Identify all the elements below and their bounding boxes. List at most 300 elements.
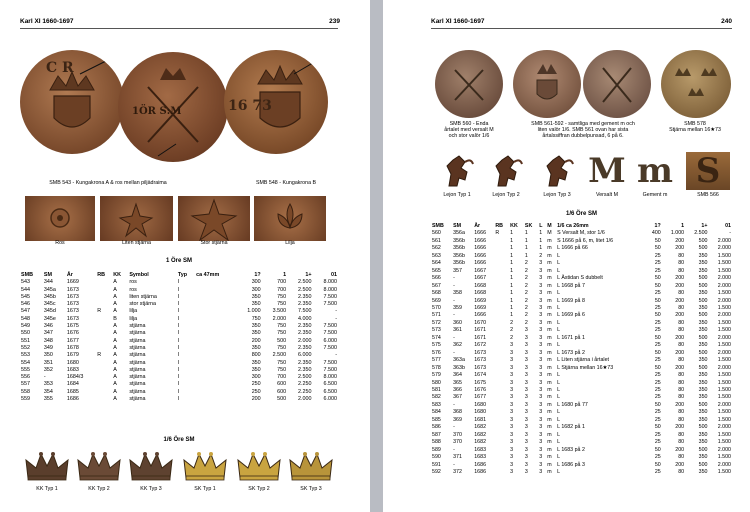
table-cell: stjärna	[129, 359, 146, 366]
crown-photo	[74, 448, 124, 484]
table-cell: 600	[277, 381, 287, 388]
table-cell: 1673	[474, 349, 487, 356]
table-cell: I	[177, 330, 180, 337]
table-cell: L Liten stjärna i årtalet	[557, 357, 610, 364]
table-cell: 3	[510, 349, 514, 356]
table-cell: 2	[524, 297, 528, 304]
table-cell: L	[557, 379, 561, 386]
table-cell: 600	[277, 388, 287, 395]
table-cell: 1	[510, 275, 514, 282]
table-cell: stjärna	[129, 366, 146, 373]
table-cell: 1681	[474, 416, 487, 423]
table-row	[20, 287, 338, 294]
table-cell: I	[177, 308, 180, 315]
coin-date-text: 16 73	[228, 98, 272, 114]
table-cell: 200	[675, 401, 685, 408]
running-header-left: Karl XI 1660-1697	[20, 18, 74, 25]
table-cell: 400	[651, 230, 661, 237]
column-header: SM	[43, 272, 53, 278]
table-cell: 3	[510, 401, 514, 408]
column-header: SM	[453, 223, 462, 229]
table-cell: lilja	[129, 315, 138, 322]
table-cell: A	[113, 323, 117, 330]
table-cell: 3	[524, 401, 528, 408]
table-cell: 2	[524, 260, 528, 267]
table-cell: 1668	[474, 290, 487, 297]
table-cell: L	[557, 372, 561, 379]
table-cell: 3	[539, 416, 543, 423]
table-cell: m	[547, 416, 552, 423]
table-cell: 1667	[474, 275, 487, 282]
crown-label: SK Typ 1	[194, 486, 216, 492]
table-cell	[195, 294, 236, 301]
table-cell: 500	[698, 245, 708, 252]
table-cell: m	[547, 394, 552, 401]
table-cell: 588	[432, 439, 441, 446]
table-cell: 500	[698, 446, 708, 453]
table-cell: 568	[432, 290, 441, 297]
table-cell: 3	[539, 267, 543, 274]
table-cell: 3	[510, 372, 514, 379]
table-cell	[195, 367, 236, 374]
table-cell: 50	[654, 364, 661, 371]
table-cell: 357	[453, 267, 462, 274]
table-cell: 3	[539, 312, 543, 319]
table-cell: 1673	[66, 301, 79, 308]
table-cell: 7.500	[323, 293, 337, 300]
table-cell	[96, 374, 112, 381]
table-cell: 80	[678, 468, 685, 475]
table-cell: 3	[524, 364, 528, 371]
table-cell: stjärna	[129, 352, 146, 359]
table-row	[20, 367, 338, 374]
table-cell: 1.500	[717, 431, 731, 438]
table-cell: 2	[524, 275, 528, 282]
table-row	[431, 469, 732, 476]
table-cell: m	[547, 275, 552, 282]
table-cell	[195, 381, 236, 388]
table-cell: 200	[675, 237, 685, 244]
column-header: SMB	[21, 272, 33, 278]
table-cell: 3	[524, 439, 528, 446]
table-row	[20, 316, 338, 323]
table-cell: ros	[129, 286, 137, 293]
table-cell: 25	[654, 394, 661, 401]
table-cell: stjärna	[129, 396, 146, 403]
table-cell: 3	[539, 439, 543, 446]
table-cell: 80	[678, 342, 685, 349]
table-cell: 500	[698, 334, 708, 341]
table-cell: 566	[432, 275, 441, 282]
table-cell: 1682	[474, 424, 487, 431]
table-cell	[494, 238, 509, 245]
table-cell: 2.500	[298, 279, 312, 286]
table-cell: 200	[251, 396, 261, 403]
lion-icon	[535, 152, 579, 190]
table-cell: 356b	[453, 245, 465, 252]
table-row	[20, 294, 338, 301]
table-cell: A	[113, 344, 117, 351]
table-cell: 585	[432, 416, 441, 423]
table-cell: 550	[21, 330, 30, 337]
table-cell: I	[177, 359, 180, 366]
column-header: 01	[725, 223, 731, 229]
type-label: Versalt M	[595, 192, 619, 198]
table-cell: L	[557, 416, 561, 423]
table-cell: 25	[654, 357, 661, 364]
coin-caption-548: SMB 548 - Kungakrona B	[255, 180, 317, 186]
table-cell: 6.500	[323, 388, 337, 395]
table-cell: 547	[21, 308, 30, 315]
table-cell: 750	[277, 301, 287, 308]
crossed-arrows-emblem	[583, 50, 651, 118]
table-cell: 200	[251, 337, 261, 344]
table-cell: L	[557, 409, 561, 416]
table-cell	[96, 301, 112, 308]
table-row	[431, 365, 732, 372]
table-cell: 3	[510, 357, 514, 364]
table-cell: 350	[251, 323, 261, 330]
small-star-icon	[100, 196, 173, 241]
table-row	[431, 312, 732, 319]
table-cell	[494, 290, 509, 297]
table-cell: 25	[654, 267, 661, 274]
table-cell: 800	[251, 352, 261, 359]
table-cell: 2	[524, 312, 528, 319]
table-cell: 2.250	[298, 381, 312, 388]
table-cell: 352	[43, 366, 53, 373]
table-cell: 549	[21, 323, 30, 330]
table-cell: 561	[432, 237, 441, 244]
table-cell: L 1669 på 6	[557, 312, 585, 319]
table-cell: 1.000	[670, 230, 685, 237]
table-cell: 1679	[66, 352, 79, 359]
table-cell: A	[113, 308, 117, 315]
table-cell: 1673	[66, 308, 79, 315]
table-cell: 2.000	[717, 282, 731, 289]
coin-photo-578	[661, 50, 731, 118]
table-cell	[494, 320, 509, 327]
table-cell: 6.000	[323, 337, 337, 344]
table-cell: 3	[539, 327, 543, 334]
table-cell: L 1682 på 1	[557, 424, 585, 431]
coin-photo-561-obverse	[513, 50, 581, 118]
table-cell: L	[557, 439, 561, 446]
table-cell: 1673	[474, 364, 487, 371]
table-cell: 2	[524, 319, 528, 326]
table-cell	[195, 316, 236, 323]
column-header: 01	[331, 272, 337, 278]
table-cell: 350	[698, 409, 708, 416]
table-cell: 700	[277, 374, 287, 381]
column-header: Typ	[177, 272, 188, 278]
table-cell: 1	[510, 312, 514, 319]
table-cell: 1677	[66, 337, 79, 344]
table-cell: 500	[698, 424, 708, 431]
table-cell: 50	[654, 446, 661, 453]
column-header: År	[474, 223, 481, 229]
table-cell: 200	[675, 312, 685, 319]
table-cell: 50	[654, 334, 661, 341]
table-cell: 1.500	[717, 454, 731, 461]
type-label: SMB 566	[697, 192, 719, 198]
coin-photo-crown-a	[20, 50, 124, 154]
table-cell	[494, 283, 509, 290]
table-row	[431, 283, 732, 290]
crown-photo	[126, 448, 176, 484]
table-cell: 1	[510, 252, 514, 259]
table-cell: 351	[43, 359, 53, 366]
table-cell: 1669	[474, 304, 487, 311]
table-cell: I	[177, 366, 180, 373]
table-cell: 1.500	[717, 372, 731, 379]
table-cell	[494, 409, 509, 416]
table-cell: -	[453, 424, 455, 431]
table-cell: 575	[432, 342, 441, 349]
table-cell: 6.000	[298, 352, 312, 359]
table-cell: I	[177, 337, 180, 344]
table-cell: stjärna	[129, 344, 146, 351]
table-cell: 3	[524, 431, 528, 438]
table-cell: 80	[678, 319, 685, 326]
table-cell: 1680	[474, 409, 487, 416]
table-cell: 570	[432, 304, 441, 311]
table-cell: 3	[539, 468, 543, 475]
table-cell: 3	[510, 416, 514, 423]
table-cell	[494, 298, 509, 305]
table-row	[431, 447, 732, 454]
table-cell: 500	[698, 401, 708, 408]
table-cell: I	[177, 396, 180, 403]
left-page	[0, 0, 370, 512]
table-cell: 1684/3	[66, 374, 84, 381]
symbol-photo-ros	[25, 196, 95, 241]
table-cell: -	[453, 282, 455, 289]
table-row	[431, 380, 732, 387]
table-cell: 363a	[453, 357, 465, 364]
column-header: RB	[97, 272, 105, 278]
table-cell: 1671	[474, 334, 487, 341]
table-cell: 546	[21, 301, 30, 308]
table-cell: 1.500	[717, 267, 731, 274]
table-cell: m	[547, 424, 552, 431]
table-cell: 1	[510, 297, 514, 304]
crossed-arrows-emblem	[118, 52, 228, 162]
table-cell: 200	[675, 424, 685, 431]
table-cell: 358	[453, 290, 462, 297]
table-cell: R	[97, 352, 102, 359]
table-cell: I	[177, 381, 180, 388]
table-cell: -	[43, 374, 46, 381]
table-cell	[195, 308, 236, 315]
table-cell: 3	[539, 342, 543, 349]
table-cell: 3	[510, 409, 514, 416]
table-cell: -	[453, 312, 455, 319]
large-star-icon	[178, 196, 250, 241]
table-cell: 348	[43, 337, 53, 344]
table-cell: 80	[678, 260, 685, 267]
letter-photo	[633, 152, 677, 190]
table-cell: 2.350	[298, 366, 312, 373]
table-cell: stjärna	[129, 323, 146, 330]
table-cell: 1666	[474, 230, 487, 237]
table-cell	[494, 372, 509, 379]
table-cell	[96, 396, 112, 403]
column-header: KK	[510, 223, 518, 229]
table-cell: 1683	[66, 366, 79, 373]
table-cell: 1668	[474, 282, 487, 289]
coin-caption-561-592: SMB 561-592 - samtliga med gement m och liten valör 1/6. SMB 561 ovan har sista årtalssiffran dubbelpunsad, 6 på 6.	[531, 121, 635, 140]
table-cell: 2.000	[717, 401, 731, 408]
table-cell: 2.350	[298, 330, 312, 337]
table-cell: 552	[21, 344, 30, 351]
table-cell: 500	[698, 275, 708, 282]
table-cell: 353	[43, 381, 53, 388]
table-cell: 1666	[474, 237, 487, 244]
table-cell: -	[453, 275, 455, 282]
table-cell	[494, 439, 509, 446]
table-cell: 3	[510, 379, 514, 386]
table-cell: 7.500	[323, 323, 337, 330]
table-cell: m	[547, 245, 552, 252]
symbol-label-small-star: Liten stjärna	[122, 240, 151, 246]
table-cell: 2	[524, 290, 528, 297]
table-cell: 80	[678, 454, 685, 461]
table-cell: 360	[453, 319, 462, 326]
table-cell: 1671	[474, 327, 487, 334]
table-cell: 3	[524, 372, 528, 379]
crown-photo	[234, 448, 284, 484]
table-cell: 571	[432, 312, 441, 319]
table-cell: 349	[43, 344, 53, 351]
crown-label: SK Typ 3	[300, 486, 322, 492]
table-cell: 25	[654, 252, 661, 259]
table-cell: -	[453, 401, 455, 408]
table-cell: 200	[675, 364, 685, 371]
table-cell: 3	[524, 424, 528, 431]
table-cell: 350	[698, 454, 708, 461]
table-cell	[494, 253, 509, 260]
table-cell	[494, 402, 509, 409]
table-cell: 1677	[474, 394, 487, 401]
table-cell: -	[453, 334, 455, 341]
table-cell	[494, 454, 509, 461]
table-cell: 574	[432, 334, 441, 341]
column-header: 1+	[701, 223, 708, 229]
table-cell: 1.500	[717, 468, 731, 475]
table-cell: 200	[675, 275, 685, 282]
table-cell: m	[547, 290, 552, 297]
coin-photo-crown-b	[224, 50, 328, 154]
table-cell: 1683	[474, 454, 487, 461]
table-cell: A	[113, 330, 117, 337]
column-header: 1	[681, 223, 685, 229]
table-cell: 2.000	[272, 315, 287, 322]
table-cell	[96, 323, 112, 330]
table-cell: 25	[654, 468, 661, 475]
table-cell: 589	[432, 446, 441, 453]
table-cell: 350	[251, 366, 261, 373]
table-cell: 361	[453, 327, 462, 334]
table-cell: 25	[654, 431, 661, 438]
table-cell: 1666	[474, 245, 487, 252]
crown-label: KK Typ 3	[140, 486, 162, 492]
table-cell: 2	[524, 267, 528, 274]
type-label: Lejon Typ 3	[543, 192, 571, 198]
table-cell: 3	[524, 357, 528, 364]
coin-photo-561-reverse	[583, 50, 651, 118]
table-row	[431, 424, 732, 431]
crowned-shield-emblem	[513, 50, 581, 118]
table-cell	[96, 279, 112, 286]
table-cell: stjärna	[129, 337, 146, 344]
table-cell: 3	[524, 454, 528, 461]
table-cell: 1	[524, 252, 528, 259]
table-cell: 200	[675, 461, 685, 468]
table-cell: 350	[698, 431, 708, 438]
table-cell: 591	[432, 461, 441, 468]
table-cell: 592	[432, 468, 441, 475]
table-cell: A	[113, 381, 117, 388]
table-cell: ros	[129, 279, 137, 286]
table-cell: 300	[251, 279, 261, 286]
table-cell: 3	[524, 409, 528, 416]
table-cell: 25	[654, 260, 661, 267]
table-cell: 50	[654, 297, 661, 304]
table-cell	[494, 394, 509, 401]
table-cell: m	[547, 260, 552, 267]
table-cell: L	[557, 454, 561, 461]
table-cell: 350	[698, 252, 708, 259]
table-cell	[494, 312, 509, 319]
table-cell: A	[113, 337, 117, 344]
table-cell: 572	[432, 319, 441, 326]
table-cell: I	[177, 388, 180, 395]
table-cell: 555	[21, 366, 30, 373]
table-row	[20, 330, 338, 337]
table-cell: 1.500	[717, 290, 731, 297]
crown-icon	[22, 448, 72, 484]
table-cell: 500	[698, 364, 708, 371]
table-cell: 345d	[43, 308, 56, 315]
table-cell: 80	[678, 386, 685, 393]
table-cell: 3	[510, 446, 514, 453]
table-cell: 2.000	[717, 275, 731, 282]
table-cell: 3	[524, 334, 528, 341]
table-cell: 587	[432, 431, 441, 438]
table-cell: 350	[698, 267, 708, 274]
table-cell: 25	[654, 454, 661, 461]
table-cell: A	[113, 374, 117, 381]
table-cell: 2.500	[298, 286, 312, 293]
table-cell: A	[113, 279, 117, 286]
coin-caption-543: SMB 543 - Kungakrona A & ros mellan piljädraima	[49, 180, 167, 186]
coin-caption-560: SMB 560 - Enda årtalet med versalt M och stor valör 1/6	[444, 121, 494, 140]
table-cell: 80	[678, 290, 685, 297]
table-cell: 356b	[453, 237, 465, 244]
table-cell: A	[113, 388, 117, 395]
table-cell: 750	[277, 366, 287, 373]
table-cell: 6.500	[323, 381, 337, 388]
table-cell: m	[547, 357, 552, 364]
table-cell: 1666	[474, 252, 487, 259]
table-cell: 346	[43, 323, 53, 330]
table-cell: 1.000	[247, 308, 261, 315]
table-cell: 564	[432, 260, 441, 267]
table-cell: 1	[539, 245, 543, 252]
table-cell: 364	[453, 372, 462, 379]
table-cell: 553	[21, 352, 30, 359]
